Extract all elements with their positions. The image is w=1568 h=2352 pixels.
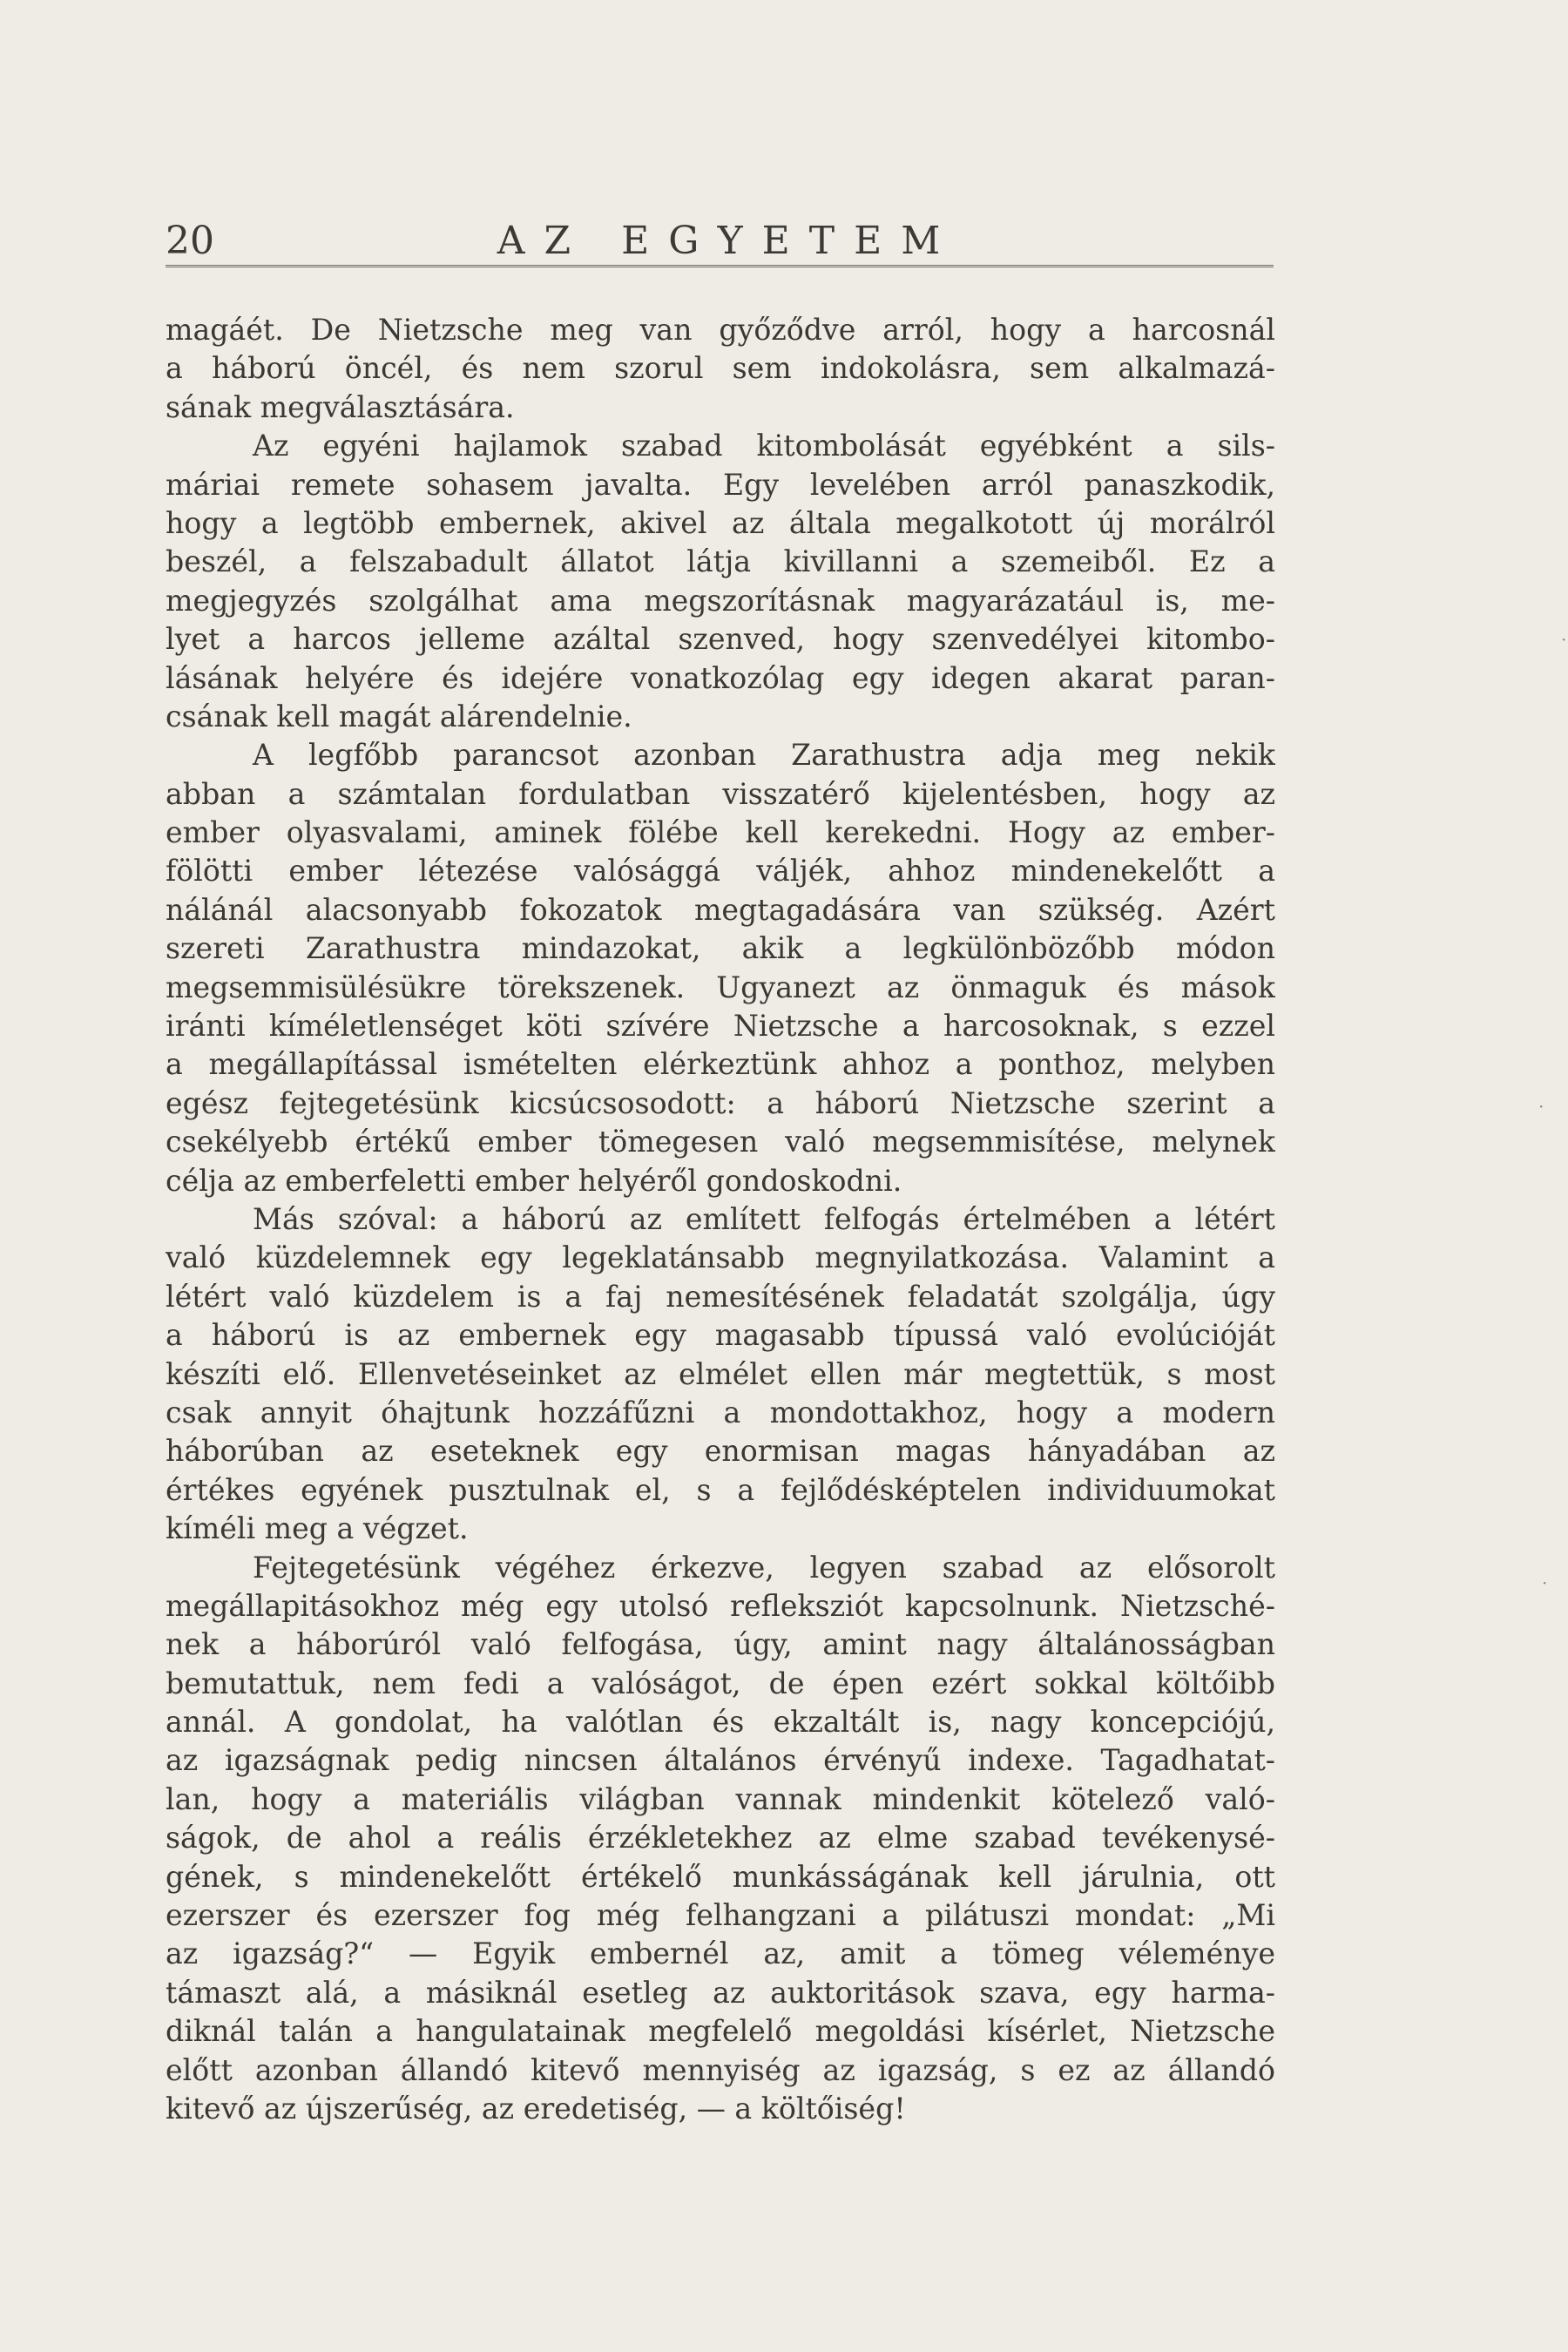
text-line: fölötti ember létezése valósággá váljék, ahhoz mindenekelőtt a: [166, 854, 1275, 889]
text-line: megjegyzés szolgálhat ama megszorításnak magyarázatául is, me-: [166, 583, 1275, 618]
text-line: ezerszer és ezerszer fog még felhangzani a pilátuszi mondat: „Mi: [166, 1898, 1275, 1933]
text-line: sának megválasztására.: [166, 389, 515, 424]
text-line: lásának helyére és idejére vonatkozólag egy idegen akarat paran-: [166, 660, 1275, 695]
text-line: diknál talán a hangulatainak megfelelő megoldási kísérlet, Nietzsche: [166, 2014, 1275, 2049]
margin-speck: ·: [1538, 1096, 1544, 1117]
body-text: [166, 311, 1275, 2128]
text-line: lan, hogy a materiális világban vannak mindenkit kötelező való-: [166, 1781, 1275, 1816]
text-line: magáét. De Nietzsche meg van győződve arról, hogy a harcosnál: [166, 313, 1275, 347]
text-line: háborúban az eseteknek egy enormisan magas hányadában az: [166, 1434, 1275, 1469]
text-line: kitevő az újszerűség, az eredetiség, — a költőiség!: [166, 2091, 906, 2126]
text-line: értékes egyének pusztulnak el, s a fejlődésképtelen individuumokat: [166, 1472, 1275, 1507]
text-line: nálánál alacsonyabb fokozatok megtagadására van szükség. Azért: [166, 892, 1275, 927]
text-line: csekélyebb értékű ember tömegesen való megsemmisítése, melynek: [166, 1125, 1275, 1159]
text-line: támaszt alá, a másiknál esetleg az auktoritások szava, egy harma-: [166, 1975, 1275, 2010]
page-number: 20: [166, 219, 214, 263]
text-line: A legfőbb parancsot azonban Zarathustra adja meg nekik: [253, 738, 1275, 773]
text-line: Az egyéni hajlamok szabad kitombolását egyébként a sils-: [253, 429, 1275, 463]
text-line: szereti Zarathustra mindazokat, akik a legkülönbözőbb módon: [166, 931, 1275, 966]
text-line: bemutattuk, nem fedi a valóságot, de épen ezért sokkal költőibb: [166, 1666, 1275, 1700]
text-line: való küzdelemnek egy legeklatánsabb megnyilatkozása. Valamint a: [166, 1240, 1275, 1275]
text-line: máriai remete sohasem javalta. Egy levelében arról panaszkodik,: [166, 467, 1275, 502]
margin-speck: ·: [1561, 629, 1567, 650]
text-line: annál. A gondolat, ha valótlan és ekzaltált is, nagy koncepciójú,: [166, 1705, 1275, 1740]
text-line: hogy a legtöbb embernek, akivel az általa megalkotott új morálról: [166, 505, 1275, 540]
text-line: a háború is az embernek egy magasabb típussá való evolúcióját: [166, 1318, 1275, 1353]
text-line: ságok, de ahol a reális érzékletekhez az elme szabad tevékenysé-: [166, 1821, 1275, 1855]
text-line: egész fejtegetésünk kicsúcsosodott: a háború Nietzsche szerint a: [166, 1085, 1275, 1120]
text-line: a háború öncél, és nem szorul sem indokolásra, sem alkalmazá-: [166, 351, 1275, 386]
text-line: gének, s mindenekelőtt értékelő munkásságának kell járulnia, ott: [166, 1859, 1275, 1894]
text-line: megsemmisülésükre törekszenek. Ugyanezt az önmaguk és mások: [166, 970, 1275, 1004]
text-line: az igazság?“ — Egyik embernél az, amit a tömeg véleménye: [166, 1936, 1275, 1971]
text-line: előtt azonban állandó kitevő mennyiség az igazság, s ez az állandó: [166, 2052, 1275, 2087]
text-line: csak annyit óhajtunk hozzáfűzni a mondottakhoz, hogy a modern: [166, 1395, 1275, 1429]
text-line: megállapitásokhoz még egy utolsó refleksziót kapcsolnunk. Nietzsché-: [166, 1588, 1275, 1623]
text-line: Fejtegetésünk végéhez érkezve, legyen szabad az elősorolt: [253, 1550, 1275, 1585]
page-header: [166, 218, 1274, 267]
text-line: csának kell magát alárendelnie.: [166, 699, 632, 733]
text-line: nek a háborúról való felfogása, úgy, amint nagy általánosságban: [166, 1627, 1275, 1662]
text-line: a megállapítással ismételten elérkeztünk ahhoz a ponthoz, melyben: [166, 1047, 1275, 1082]
text-line: Más szóval: a háború az említett felfogás értelmében a létért: [253, 1201, 1275, 1236]
margin-speck: ·: [1542, 1572, 1548, 1593]
text-line: készíti elő. Ellenvetéseinket az elmélet ellen már megtettük, s most: [166, 1356, 1275, 1391]
text-line: ember olyasvalami, aminek fölébe kell kerekedni. Hogy az ember-: [166, 815, 1275, 850]
text-line: lyet a harcos jelleme azáltal szenved, hogy szenvedélyei kitombo-: [166, 622, 1275, 657]
text-line: abban a számtalan fordulatban visszatérő kijelentésben, hogy az: [166, 776, 1275, 811]
running-title: AZ EGYETEM: [497, 219, 960, 263]
text-line: kíméli meg a végzet.: [166, 1511, 469, 1546]
text-line: az igazságnak pedig nincsen általános érvényű indexe. Tagadhatat-: [166, 1743, 1275, 1778]
text-line: létért való küzdelem is a faj nemesítésének feladatát szolgálja, úgy: [166, 1279, 1275, 1314]
text-line: célja az emberfeletti ember helyéről gondoskodni.: [166, 1163, 902, 1198]
text-line: iránti kíméletlenséget köti szívére Nietzsche a harcosoknak, s ezzel: [166, 1009, 1275, 1044]
text-line: beszél, a felszabadult állatot látja kivillanni a szemeiből. Ez a: [166, 544, 1275, 579]
